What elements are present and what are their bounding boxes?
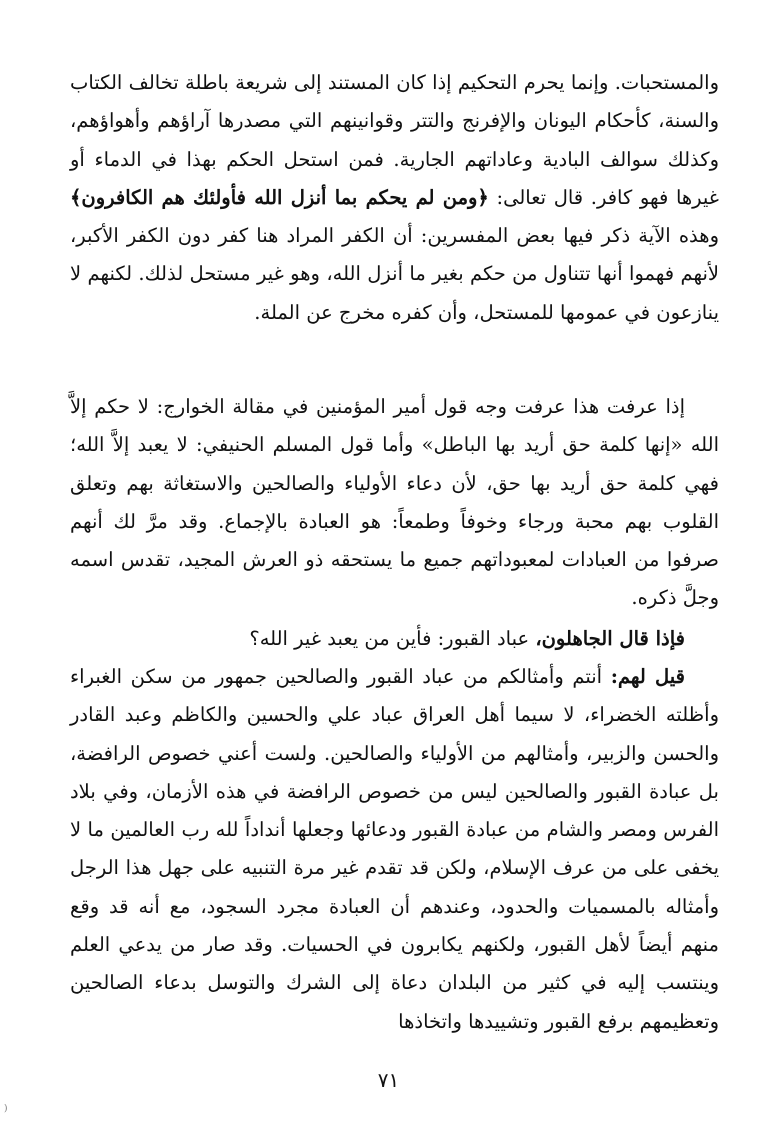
paragraph-4-text: أنتم وأمثالكم من عباد القبور والصالحين جمهور من سكن الغبراء وأظلته الخضراء، لا سيما أهل العراق عباد علي والحسين والكاظم وعبد القادر والحسن والزبير، وأمثالهم من الأولياء والصالحين. ولست أعني خصوص الرافضة، بل عبادة القبور والصالحين ليس من خصوص الرافضة في هذه الأزمان، وفي بلاد الفرس ومصر والشام من عبادة القبور ودعائها وجعلها أنداداً لله رب العالمين ما لا يخفى على من عرف الإسلام، ولكن قد تقدم غير مرة التنبيه على جهل هذا الرجل وأمثاله بالمسميات والحدود، وعندهم أن العبادة مجرد السجود، مع أنه قد وقع منهم أيضاً لأهل القبور، ولكنهم يكابرون في الحسيات. وقد صار من يدعي العلم وينتسب إليه في كثير من البلدان دعاة إلى الشرك والتوسل بدعاء الصالحين وتعظيمهم برفع القبور وتشييدها واتخاذها — [70, 665, 719, 1033]
paragraph-1-text-a: والمستحبات. وإنما يحرم التحكيم إذا كان المستند إلى شريعة باطلة تخالف الكتاب والسنة، كأحكام اليونان والإفرنج والتتر وقوانينهم التي مصدرها آراؤهم وأهواؤهم، وكذلك سوالف البادية وعاداتهم الجارية. فمن استحل الحكم بهذا في الدماء أو غيرها فهو كافر. قال تعالى: — [70, 71, 720, 209]
paragraph-1 — [70, 64, 719, 332]
paragraph-3 — [70, 620, 719, 658]
page-number: ٧١ — [377, 1068, 400, 1092]
paragraph-3-text: عباد القبور: فأين من يعبد غير الله؟ — [249, 627, 530, 650]
paragraph-4 — [70, 658, 719, 1041]
paragraph-3-lead: فإذا قال الجاهلون، — [535, 627, 685, 650]
scan-corner-mark: ( — [4, 1104, 8, 1114]
paragraph-1-text-b: وهذه الآية ذكر فيها بعض المفسرين: أن الكفر المراد هنا كفر دون الكفر الأكبر، لأنهم فهموا أنها تتناول من حكم بغير ما أنزل الله، وهو غير مستحل لذلك. لكنهم لا ينازعون في عمومها للمستحل، وأن كفره مخرج عن الملة. — [70, 224, 719, 324]
paragraph-2: إذا عرفت هذا عرفت وجه قول أمير المؤمنين في مقالة الخوارج: لا حكم إلاَّ الله «إنها كلمة حق أريد بها الباطل» وأما قول المسلم الحنيفي: لا يعبد إلاَّ الله؛ فهي كلمة حق أريد بها حق، لأن دعاء الأولياء والصالحين والاستغاثة بهم وتعلق القلوب بهم محبة ورجاء وخوفاً وطمعاً: هو العبادة بالإجماع. وقد مرَّ لك أنهم صرفوا من العبادات لمعبوداتهم جميع ما يستحقه ذو العرش المجيد، تقدس اسمه وجلَّ ذكره. — [70, 395, 719, 610]
quran-verse: ﴿ومن لم يحكم بما أنزل الله فأولئك هم الكافرون﴾ — [70, 185, 489, 209]
paragraph-4-lead: قيل لهم: — [610, 665, 685, 688]
